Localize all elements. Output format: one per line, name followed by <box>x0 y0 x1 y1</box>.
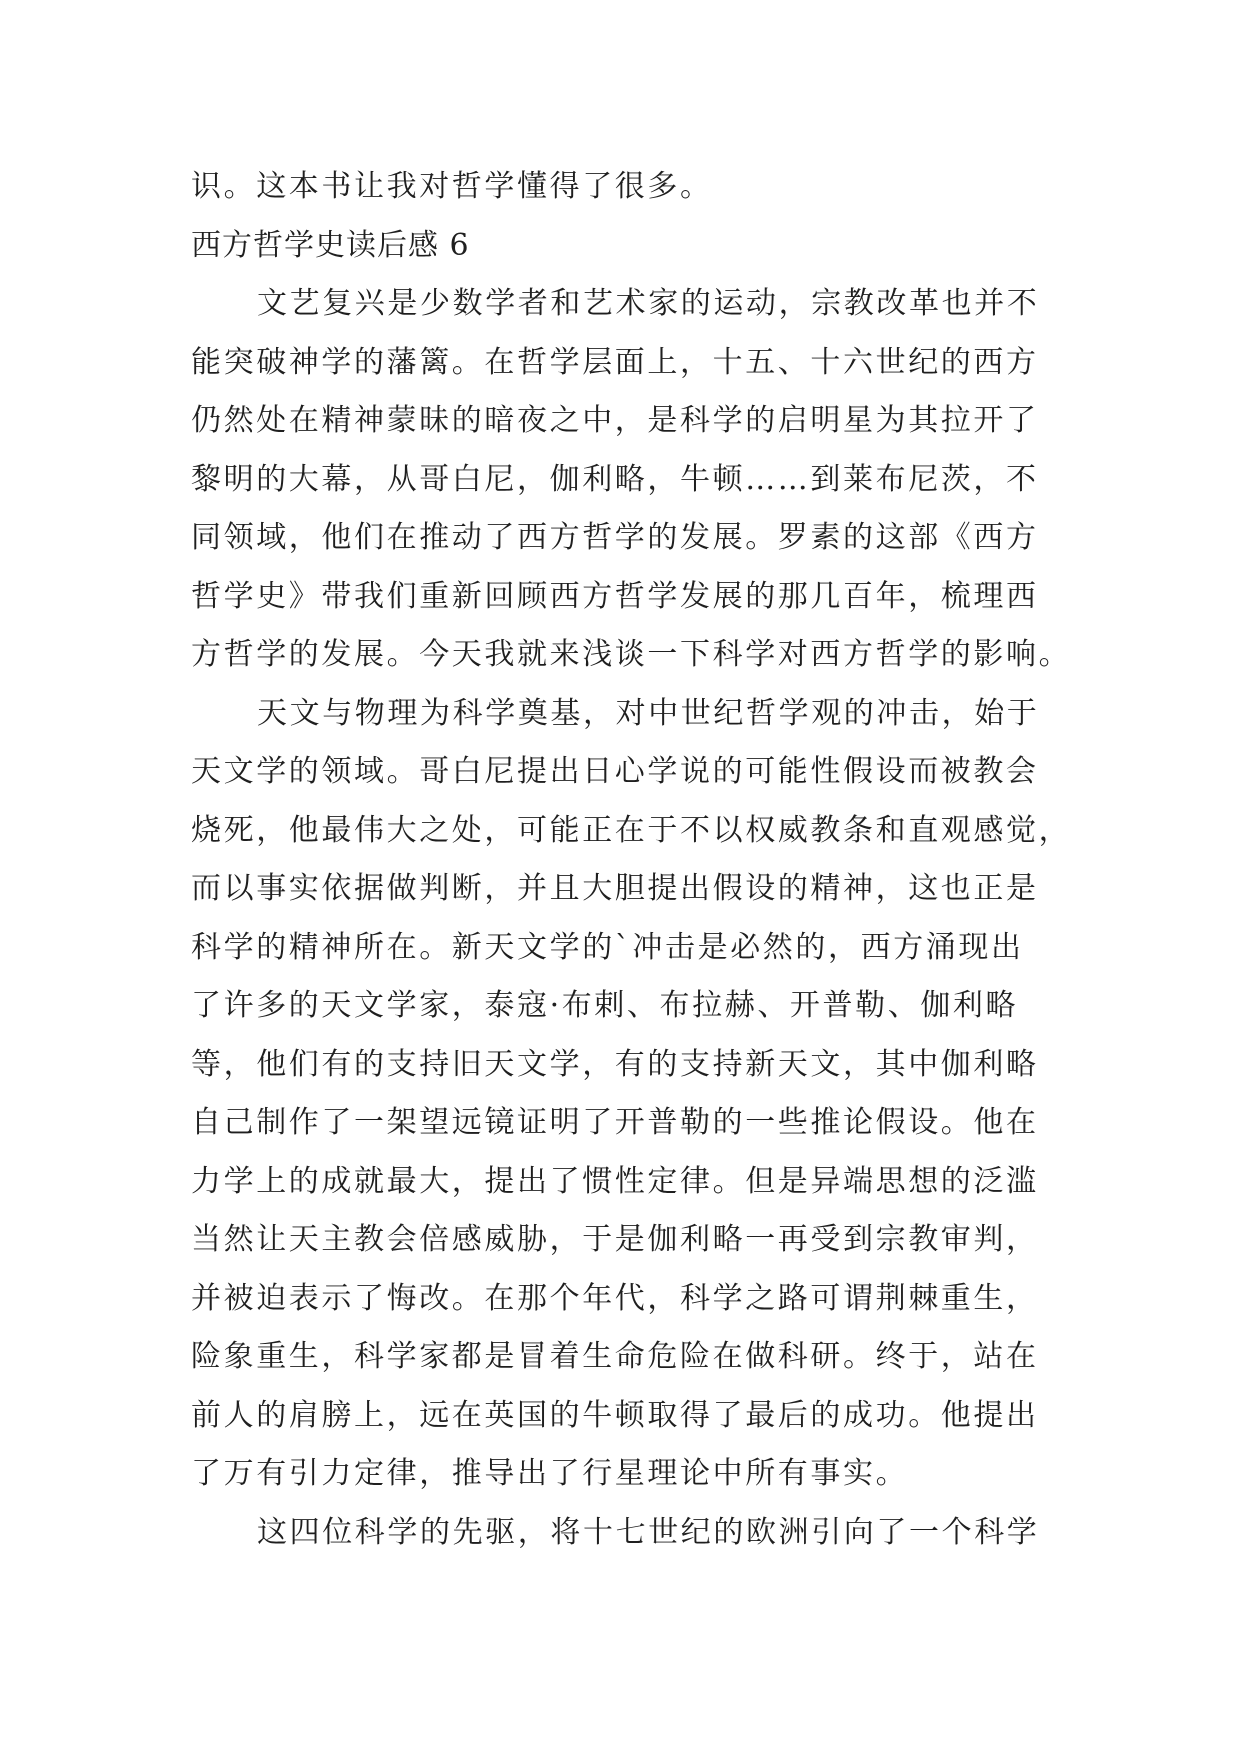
paragraph-line: 等，他们有的支持旧天文学，有的支持新天文，其中伽利略 <box>191 1046 1039 1082</box>
paragraph-line: 科学的精神所在。新天文学的`冲击是必然的，西方涌现出 <box>191 929 1024 965</box>
paragraph-line: 这四位科学的先驱，将十七世纪的欧洲引向了一个科学 <box>257 1514 1040 1550</box>
intro-tail-line: 识。这本书让我对哲学懂得了很多。 <box>191 169 713 204</box>
paragraph-line: 了许多的天文学家，泰寇·布剌、布拉赫、开普勒、伽利略 <box>191 988 1019 1023</box>
paragraph-line: 黎明的大幕，从哥白尼，伽利略，牛顿……到莱布尼茨，不 <box>191 461 1039 497</box>
paragraph-line: 了万有引力定律，推导出了行星理论中所有事实。 <box>191 1456 909 1491</box>
paragraph-line: 烧死，他最伟大之处，可能正在于不以权威教条和直观感觉， <box>191 812 1072 848</box>
paragraph-line: 能突破神学的藩篱。在哲学层面上，十五、十六世纪的西方 <box>191 344 1039 380</box>
paragraph-line: 当然让天主教会倍感威胁，于是伽利略一再受到宗教审判， <box>191 1222 1039 1257</box>
paragraph-line: 同领域，他们在推动了西方哲学的发展。罗素的这部《西方 <box>191 520 1039 555</box>
paragraph-2 <box>191 685 1072 1504</box>
paragraph-3 <box>191 1504 1053 1563</box>
section-title: 西方哲学史读后感 6 <box>191 227 470 263</box>
paragraph-line: 文艺复兴是少数学者和艺术家的运动，宗教改革也并不 <box>257 286 1040 321</box>
paragraph-line: 前人的肩膀上，远在英国的牛顿取得了最后的成功。他提出 <box>191 1397 1039 1433</box>
paragraph-line: 仍然处在精神蒙昧的暗夜之中，是科学的启明星为其拉开了 <box>191 403 1039 438</box>
paragraph-line: 哲学史》带我们重新回顾西方哲学发展的那几百年，梳理西 <box>191 578 1039 614</box>
paragraph-line: 天文与物理为科学奠基，对中世纪哲学观的冲击，始于 <box>257 695 1040 731</box>
paragraph-line: 天文学的领域。哥白尼提出日心学说的可能性假设而被教会 <box>191 754 1039 789</box>
paragraph-line: 并被迫表示了悔改。在那个年代，科学之路可谓荆棘重生， <box>191 1280 1039 1316</box>
paragraph-line: 自己制作了一架望远镜证明了开普勒的一些推论假设。他在 <box>191 1105 1039 1140</box>
paragraph-line: 险象重生，科学家都是冒着生命危险在做科研。终于，站在 <box>191 1339 1039 1374</box>
paragraph-line: 方哲学的发展。今天我就来浅谈一下科学对西方哲学的影响。 <box>191 637 1072 672</box>
paragraph-line: 而以事实依据做判断，并且大胆提出假设的精神，这也正是 <box>191 871 1039 906</box>
paragraph-line: 力学上的成就最大，提出了惯性定律。但是异端思想的泛滥 <box>191 1163 1039 1199</box>
document-body <box>191 158 1072 1562</box>
paragraph-1 <box>191 275 1072 685</box>
